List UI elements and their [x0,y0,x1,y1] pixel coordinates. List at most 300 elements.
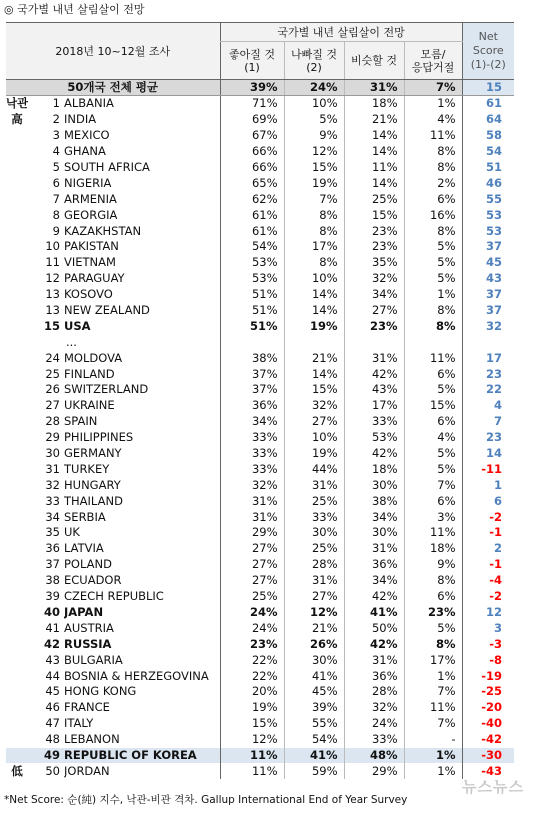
better-cell: 37% [220,366,284,382]
rank-cell: 39 [45,589,60,604]
net-score-cell: 46 [462,175,514,191]
better-cell: 24% [220,620,284,636]
worse-cell: 44% [284,461,344,477]
dk-cell: 6% [404,191,462,207]
country-cell: ALBANIA [64,96,114,111]
dk-cell: 8% [404,636,462,652]
same-cell: 28% [344,684,404,700]
dk-cell: 9% [404,557,462,573]
worse-cell: 8% [284,255,344,271]
side-label [6,398,28,414]
table-row [6,636,514,652]
country-cell: PHILIPPINES [64,430,134,445]
rank-cell: 28 [45,414,60,429]
same-cell: 17% [344,398,404,414]
side-label [6,652,28,668]
better-cell: 11% [220,748,284,764]
same-cell: 32% [344,271,404,287]
side-label [6,207,28,223]
net-score-cell: -1 [462,525,514,541]
net-score-cell: -25 [462,684,514,700]
dk-cell: 6% [404,589,462,605]
rank-cell: 46 [45,700,60,715]
same-cell: 14% [344,128,404,144]
net-score-cell: 4 [462,398,514,414]
table-row [6,763,514,779]
table-row [6,620,514,636]
worse-cell: 54% [284,732,344,748]
country-cell: JORDAN [64,763,110,778]
same-cell: 42% [344,589,404,605]
rank-cell: 3 [52,128,60,143]
net-score-cell: -43 [462,763,514,779]
net-score-cell: 51 [462,160,514,176]
rank-cell: 2 [52,112,60,127]
worse-cell: 10% [284,430,344,446]
table-row [6,573,514,589]
rank-cell: 5 [52,160,60,174]
rank-cell: 24 [45,350,60,365]
better-cell: 66% [220,160,284,176]
net-score-cell: 23 [462,430,514,446]
country-cell: UKRAINE [64,398,115,413]
worse-cell: 8% [284,207,344,223]
net-score-cell: 6 [462,493,514,509]
country-cell: SOUTH AFRICA [64,160,150,174]
side-label [6,589,28,605]
rank-cell: 25 [45,366,60,381]
country-cell: VIETNAM [64,255,116,270]
dk-cell: 4% [404,430,462,446]
better-cell: 11% [220,763,284,779]
same-cell: 34% [344,287,404,303]
table-row [6,366,514,382]
rank-cell: 13 [45,287,60,302]
country-cell: THAILAND [64,493,123,508]
country-cell: MEXICO [64,128,110,143]
side-label [6,303,28,319]
table-row [6,223,514,239]
table-row [6,605,514,621]
dk-cell: 8% [404,160,462,176]
dk-cell: 4% [404,112,462,128]
worse-cell: 39% [284,700,344,716]
same-cell: 15% [344,207,404,223]
worse-cell: 7% [284,191,344,207]
side-label [6,160,28,176]
side-label [6,477,28,493]
country-cell: BOSNIA & HERZEGOVINA [64,668,209,683]
rank-cell: 13 [45,303,60,318]
country-cell: INDIA [64,112,97,127]
worse-cell: 19% [284,175,344,191]
net-score-cell: 37 [462,287,514,303]
better-cell: 24% [220,605,284,621]
net-score-cell: 53 [462,223,514,239]
table-row [6,112,514,128]
dk-cell: 1% [404,287,462,303]
worse-cell: 31% [284,477,344,493]
table-row [6,446,514,462]
better-cell: 15% [220,716,284,732]
same-cell: 38% [344,493,404,509]
worse-cell: 14% [284,303,344,319]
rank-cell: 7 [52,191,60,206]
better-cell: 31% [220,493,284,509]
same-cell: 33% [344,414,404,430]
average-row [6,80,514,96]
better-cell: 66% [220,144,284,160]
side-label [6,287,28,303]
same-cell: 42% [344,636,404,652]
table-row [6,271,514,287]
better-cell: 61% [220,223,284,239]
net-score-cell: -19 [462,668,514,684]
better-cell: 22% [220,668,284,684]
worse-cell: 33% [284,509,344,525]
side-label [6,748,28,764]
empty-cell [284,334,344,350]
better-cell: 22% [220,652,284,668]
better-cell: 36% [220,398,284,414]
country-cell: SWITZERLAND [64,382,149,397]
same-cell: 27% [344,303,404,319]
dk-cell: 7% [404,716,462,732]
same-cell: 11% [344,160,404,176]
dk-cell: 23% [404,605,462,621]
rank-cell: 12 [45,271,60,286]
rank-cell: 6 [52,175,60,190]
better-cell: 61% [220,207,284,223]
same-cell: 35% [344,255,404,271]
country-cell: ITALY [64,716,94,731]
country-cell: ARMENIA [64,191,117,206]
country-cell: LATVIA [64,541,104,556]
dk-cell: 16% [404,207,462,223]
net-score-cell: -20 [462,700,514,716]
worse-cell: 27% [284,414,344,430]
ellipsis-row [6,334,514,350]
dk-cell: 1% [404,748,462,764]
table-row [6,382,514,398]
average-label: 50개국 전체 평균 [6,80,220,96]
dk-cell: 2% [404,175,462,191]
same-cell: 18% [344,96,404,112]
side-label [6,128,28,144]
footnote: *Net Score: 순(純) 지수, 낙관-비관 격차. Gallup International End of Year Survey [4,794,408,806]
same-cell: 30% [344,525,404,541]
side-label [6,239,28,255]
ellipsis: ... [66,335,77,350]
country-cell: JAPAN [64,604,104,619]
net-score-cell: -4 [462,573,514,589]
table-row [6,239,514,255]
same-cell: 14% [344,144,404,160]
rank-cell: 8 [52,207,60,222]
table-row [6,255,514,271]
country-cell: MOLDOVA [64,350,123,365]
net-score-cell: 12 [462,605,514,621]
dk-cell: 8% [404,223,462,239]
country-cell: GERMANY [64,446,122,461]
worse-cell: 15% [284,160,344,176]
table-row [6,128,514,144]
worse-cell: 26% [284,636,344,652]
empty-cell [462,334,514,350]
worse-cell: 32% [284,398,344,414]
net-score-cell: -8 [462,652,514,668]
net-score-cell: 17 [462,350,514,366]
table-row [6,430,514,446]
dk-cell: 3% [404,509,462,525]
better-cell: 29% [220,525,284,541]
country-cell: POLAND [64,557,112,572]
rank-cell: 37 [45,557,60,572]
country-cell: NEW ZEALAND [64,303,150,318]
country-cell: HUNGARY [64,477,121,492]
net-score-cell: 32 [462,318,514,334]
rank-cell: 27 [45,398,60,413]
dk-cell: 18% [404,541,462,557]
same-cell: 32% [344,700,404,716]
dk-cell: 11% [404,700,462,716]
rank-cell: 49 [28,748,64,764]
net-score-cell: 7 [462,414,514,430]
table-row [6,700,514,716]
rank-cell: 44 [45,668,60,683]
rank-cell: 42 [43,636,60,651]
worse-cell: 14% [284,287,344,303]
same-cell: 42% [344,366,404,382]
dk-cell: 1% [404,96,462,112]
better-cell: 54% [220,239,284,255]
table-row [6,287,514,303]
country-cell: AUSTRIA [64,620,114,635]
table-row [6,684,514,700]
dk-cell: 5% [404,446,462,462]
worse-cell: 10% [284,271,344,287]
net-score-cell: 14 [462,446,514,462]
dk-cell: 1% [404,763,462,779]
country-cell: CZECH REPUBLIC [64,589,164,604]
side-label: 低 [11,763,23,778]
country-cell: UK [64,525,80,540]
side-label [6,318,28,334]
net-score-cell: 54 [462,144,514,160]
dk-cell: 6% [404,493,462,509]
same-header: 비슷할 것 [344,42,404,80]
same-cell: 14% [344,175,404,191]
table-row [6,160,514,176]
better-cell: 62% [220,191,284,207]
better-cell: 71% [220,96,284,112]
side-label [6,573,28,589]
rank-cell: 35 [45,525,60,540]
net-score-cell: 2 [462,541,514,557]
side-label [6,414,28,430]
side-label [6,605,28,621]
net-score-cell: 61 [462,96,514,112]
net-score-cell: -11 [462,461,514,477]
side-label [6,493,28,509]
worse-cell: 12% [284,605,344,621]
better-header: 좋아질 것 (1) [220,42,284,80]
net-score-cell: -42 [462,732,514,748]
rank-cell: 4 [52,144,60,159]
same-cell: 42% [344,446,404,462]
net-score-cell: 58 [462,128,514,144]
rank-cell: 11 [45,255,60,270]
better-cell: 31% [220,509,284,525]
dk-cell: 8% [404,144,462,160]
worse-cell: 25% [284,541,344,557]
rank-cell: 48 [45,732,60,747]
net-score-cell: -30 [462,748,514,764]
side-label [6,700,28,716]
better-cell: 51% [220,318,284,334]
country-cell: TURKEY [64,461,110,476]
side-label [6,732,28,748]
table-row [6,652,514,668]
side-label [6,620,28,636]
worse-cell: 19% [284,318,344,334]
better-cell: 33% [220,446,284,462]
dk-cell: 17% [404,652,462,668]
better-cell: 27% [220,557,284,573]
side-label [6,509,28,525]
table-row [6,589,514,605]
table-row [6,557,514,573]
worse-cell: 8% [284,223,344,239]
dk-cell: 8% [404,303,462,319]
same-cell: 29% [344,763,404,779]
better-cell: 23% [220,636,284,652]
worse-cell: 31% [284,573,344,589]
dk-cell: 6% [404,366,462,382]
average-dk: 7% [404,80,462,96]
worse-cell: 12% [284,144,344,160]
same-cell: 33% [344,732,404,748]
same-cell: 31% [344,350,404,366]
better-cell: 37% [220,382,284,398]
worse-cell: 21% [284,620,344,636]
country-cell: BULGARIA [64,652,123,667]
dk-cell: 6% [404,414,462,430]
dk-cell: 5% [404,271,462,287]
survey-period-header: 2018년 10~12월 조사 [6,23,220,80]
net-score-cell: 64 [462,112,514,128]
table-row [6,493,514,509]
table-row [6,414,514,430]
better-cell: 65% [220,175,284,191]
average-same: 31% [344,80,404,96]
side-label [6,541,28,557]
side-label [6,557,28,573]
net-score-cell: -40 [462,716,514,732]
table-row [6,525,514,541]
rank-cell: 29 [45,430,60,445]
side-label [6,668,28,684]
net-score-cell: 3 [462,620,514,636]
worse-cell: 30% [284,652,344,668]
better-cell: 27% [220,541,284,557]
country-cell: SERBIA [64,509,106,524]
worse-cell: 41% [284,668,344,684]
better-cell: 53% [220,271,284,287]
same-cell: 41% [344,605,404,621]
side-label: 낙관 [6,96,28,111]
side-label [6,636,28,652]
net-score-cell: 43 [462,271,514,287]
side-label [6,461,28,477]
worse-cell: 19% [284,446,344,462]
net-score-cell: -3 [462,636,514,652]
country-cell: RUSSIA [64,636,112,651]
worse-cell: 25% [284,493,344,509]
page-title: ◎ 국가별 내년 살림살이 전망 [4,3,145,16]
better-cell: 53% [220,255,284,271]
net-score-cell: 22 [462,382,514,398]
rank-cell: 34 [45,509,60,524]
dk-cell: 5% [404,461,462,477]
same-cell: 25% [344,191,404,207]
table-row [6,96,514,112]
worse-cell: 9% [284,128,344,144]
same-cell: 36% [344,557,404,573]
rank-cell: 41 [45,620,60,635]
net-score-cell: -2 [462,509,514,525]
table-row [6,398,514,414]
dk-cell: 5% [404,239,462,255]
country-cell: FRANCE [64,700,110,715]
rank-cell: 45 [45,684,60,699]
worse-cell: 21% [284,350,344,366]
side-label [6,382,28,398]
side-label [6,446,28,462]
net-score-cell: 53 [462,207,514,223]
country-cell: GEORGIA [64,207,118,222]
better-cell: 33% [220,461,284,477]
empty-cell [220,334,284,350]
same-cell: 36% [344,668,404,684]
rank-cell: 43 [45,652,60,667]
same-cell: 50% [344,620,404,636]
worse-cell: 30% [284,525,344,541]
news-logo: 뉴스뉴스 [462,778,524,796]
empty-cell [404,334,462,350]
side-label: 高 [11,112,23,127]
table-row [6,303,514,319]
dk-cell: 8% [404,318,462,334]
rank-cell: 36 [45,541,60,556]
rank-cell: 33 [45,493,60,508]
dk-cell: 1% [404,668,462,684]
outlook-table [6,22,514,779]
worse-cell: 14% [284,366,344,382]
country-cell: KAZAKHSTAN [64,223,142,238]
country-cell: SPAIN [64,414,98,429]
table-row [6,732,514,748]
dk-cell: 15% [404,398,462,414]
dk-cell: - [404,732,462,748]
side-label [6,334,28,350]
rank-cell: 26 [45,382,60,397]
country-cell: USA [64,318,91,333]
rank-cell: 40 [43,604,60,619]
side-label [6,191,28,207]
dk-cell: 8% [404,573,462,589]
better-cell: 38% [220,350,284,366]
